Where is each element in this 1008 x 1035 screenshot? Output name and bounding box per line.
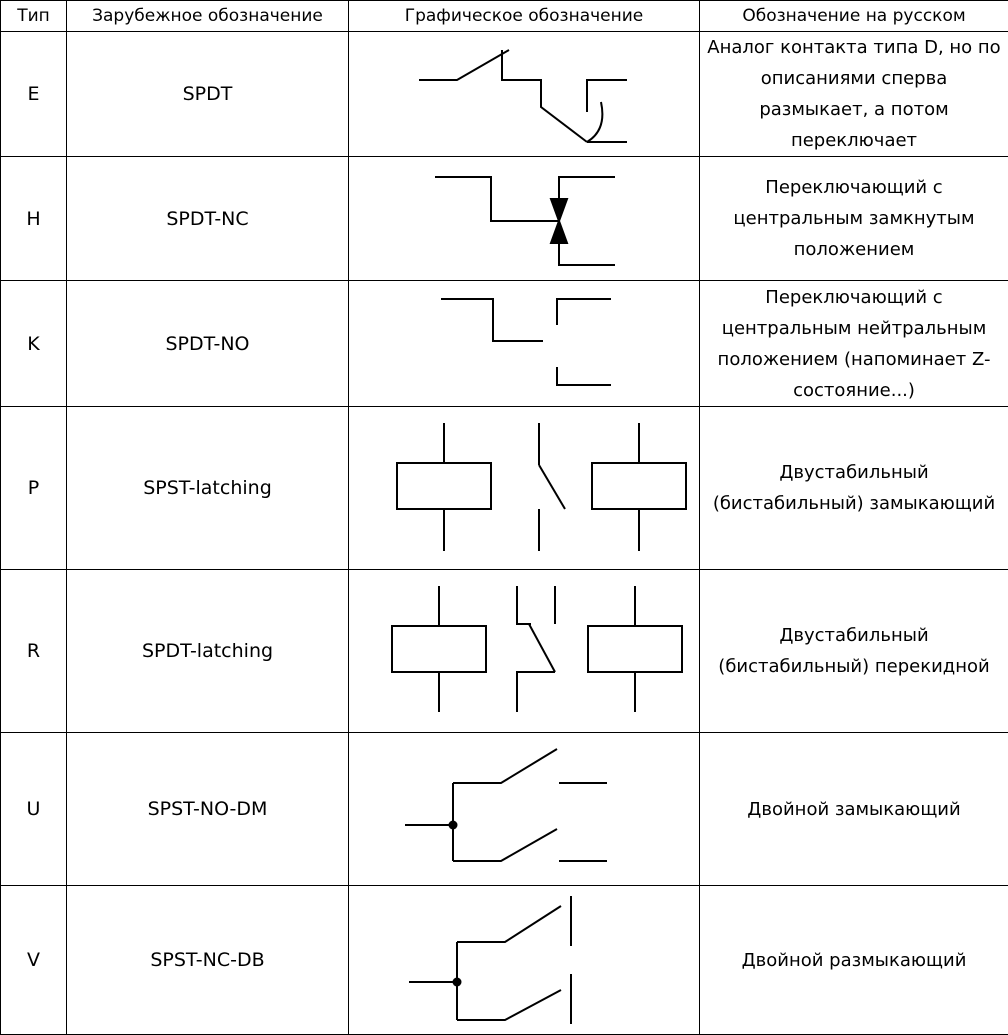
- russian-cell: Двустабильный (бистабильный) перекидной: [700, 570, 1008, 733]
- russian-cell: Аналог контакта типа D, но по описаниями сперва размыкает, а потом переключает: [700, 32, 1008, 157]
- symbol-cell: [349, 32, 700, 157]
- foreign-cell: SPDT-latching: [67, 570, 349, 733]
- table-row: [1, 281, 1008, 407]
- foreign-cell: SPDT-NC: [67, 157, 349, 281]
- table-row: [1, 886, 1008, 1035]
- type-cell: V: [1, 886, 67, 1035]
- latching-make-contact-icon: [349, 407, 700, 569]
- table-row: [1, 32, 1008, 157]
- foreign-cell: SPST-NC-DB: [67, 886, 349, 1035]
- type-cell: P: [1, 407, 67, 570]
- header-graphic-designation: Графическое обозначение: [349, 1, 700, 32]
- spdt-center-open-icon: [349, 281, 700, 406]
- symbol-cell: [349, 281, 700, 407]
- header-row: [1, 1, 1008, 32]
- symbol-cell: [349, 157, 700, 281]
- latching-changeover-contact-icon: [349, 570, 700, 732]
- table-row: [1, 733, 1008, 886]
- russian-cell: Двойной замыкающий: [700, 733, 1008, 886]
- double-make-contact-icon: [349, 733, 700, 885]
- russian-cell: Двустабильный (бистабильный) замыкающий: [700, 407, 1008, 570]
- type-cell: K: [1, 281, 67, 407]
- type-cell: E: [1, 32, 67, 157]
- table-row: [1, 407, 1008, 570]
- table-row: [1, 570, 1008, 733]
- symbol-cell: [349, 886, 700, 1035]
- header-foreign-designation: Зарубежное обозначение: [67, 1, 349, 32]
- table-row: [1, 157, 1008, 281]
- foreign-cell: SPST-NO-DM: [67, 733, 349, 886]
- double-break-contact-icon: [349, 886, 700, 1034]
- russian-cell: Переключающий с центральным нейтральным положением (напоминает Z-состояние...): [700, 281, 1008, 407]
- foreign-cell: SPDT-NO: [67, 281, 349, 407]
- header-russian-designation: Обозначение на русском: [700, 1, 1008, 32]
- russian-cell: Двойной размыкающий: [700, 886, 1008, 1035]
- spdt-changeover-icon: [349, 32, 700, 156]
- spdt-center-closed-icon: [349, 157, 700, 280]
- type-cell: R: [1, 570, 67, 733]
- symbol-cell: [349, 570, 700, 733]
- russian-cell: Переключающий с центральным замкнутым положением: [700, 157, 1008, 281]
- symbol-cell: [349, 407, 700, 570]
- type-cell: U: [1, 733, 67, 886]
- foreign-cell: SPST-latching: [67, 407, 349, 570]
- symbol-cell: [349, 733, 700, 886]
- foreign-cell: SPDT: [67, 32, 349, 157]
- type-cell: H: [1, 157, 67, 281]
- header-type: Тип: [1, 1, 67, 32]
